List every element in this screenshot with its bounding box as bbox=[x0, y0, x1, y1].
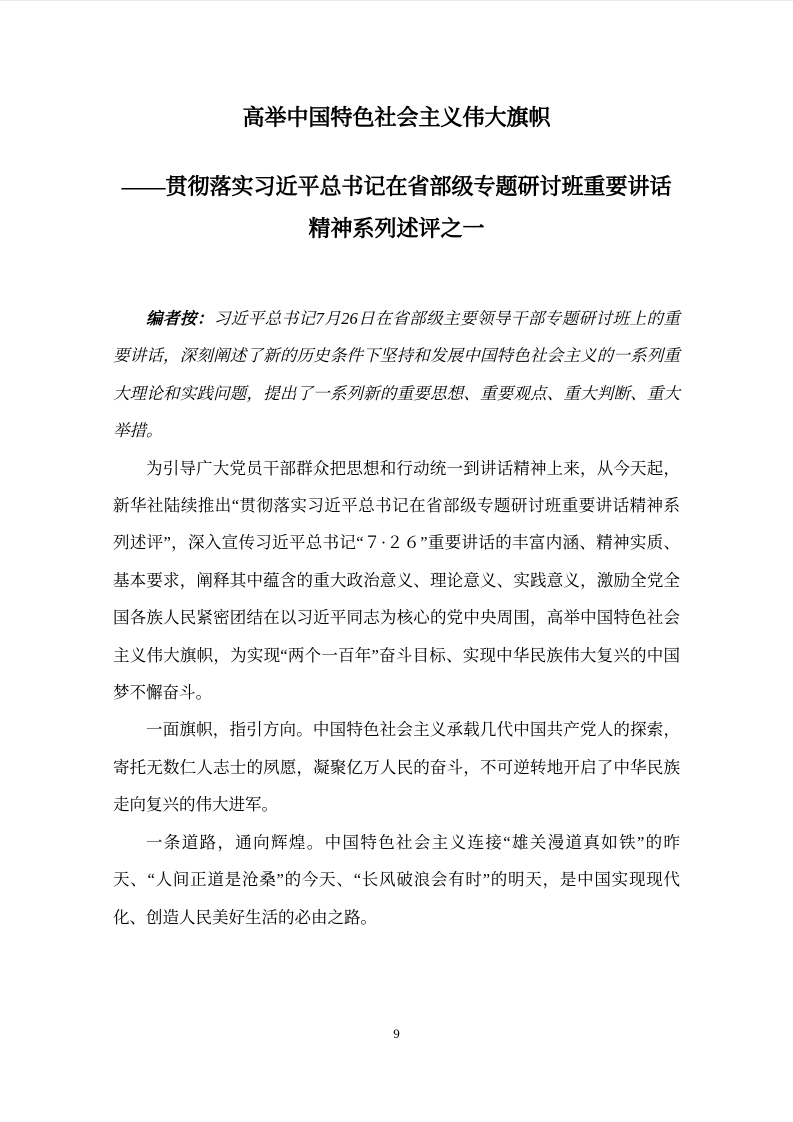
editor-note-paragraph bbox=[113, 300, 680, 450]
body-paragraph-1: 为引导广大党员干部群众把思想和行动统一到讲话精神上来，从今天起，新华社陆续推出“贯彻落实习近平总书记在省部级专题研讨班重要讲话精神系列述评”，深入宣传习近平总书记“７·２６”重要讲话的丰富内涵、精神实质、基本要求，阐释其中蕴含的重大政治意义、理论意义、实践意义，激励全党全国各族人民紧密团结在以习近平同志为核心的党中央周围，高举中国特色社会主义伟大旗帜，为实现“两个一百年”奋斗目标、实现中华民族伟大复兴的中国梦不懈奋斗。 bbox=[113, 458, 680, 703]
body-paragraph-3: 一条道路，通向辉煌。中国特色社会主义连接“雄关漫道真如铁”的昨天、“人间正道是沧桑”的今天、“长风破浪会有时”的明天，是中国实现现代化、创造人民美好生活的必由之路。 bbox=[113, 832, 680, 927]
document-title-line2: ——贯彻落实习近平总书记在省部级专题研讨班重要讲话 bbox=[121, 174, 672, 199]
document-title-line1: 高举中国特色社会主义伟大旗帜 bbox=[242, 105, 551, 130]
document-title-line3: 精神系列述评之一 bbox=[308, 216, 485, 241]
editor-note-label: 编者按： bbox=[146, 309, 214, 328]
editor-note-text: 习近平总书记7月26日在省部级主要领导干部专题研讨班上的重要讲话，深刻阐述了新的历史条件下坚持和发展中国特色社会主义的一系列重大理论和实践问题，提出了一系列新的重要思想、重要观点、重大判断、重大举措。 bbox=[113, 309, 681, 441]
body-paragraph-2: 一面旗帜，指引方向。中国特色社会主义承载几代中国共产党人的探索，寄托无数仁人志士的夙愿，凝聚亿万人民的奋斗，不可逆转地开启了中华民族走向复兴的伟大进军。 bbox=[113, 720, 680, 815]
page-number: 9 bbox=[393, 1026, 400, 1041]
document-body bbox=[113, 300, 680, 936]
document-title-block bbox=[0, 1, 793, 250]
